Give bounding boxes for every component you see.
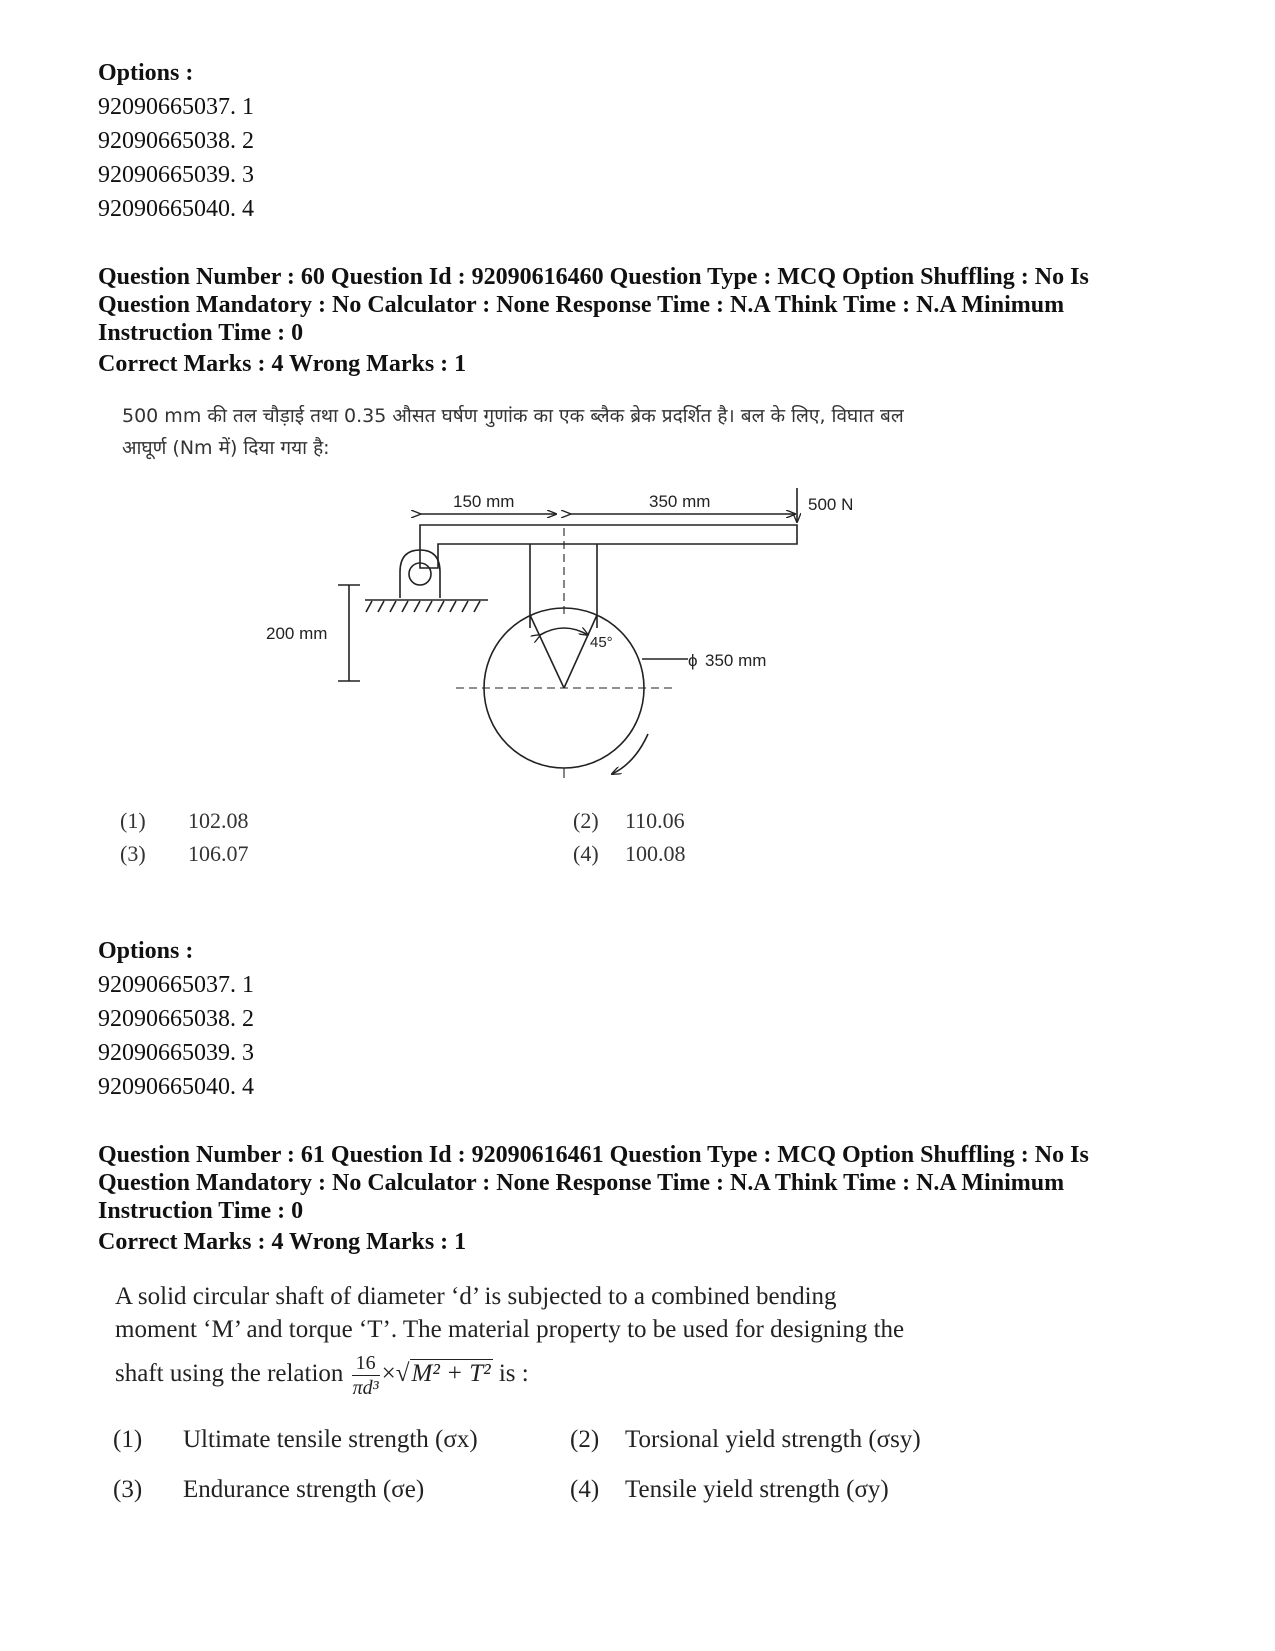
answer-choice-4 (570, 1476, 889, 1504)
option-line: 92090665037. 1 (98, 972, 254, 998)
answer-choice-1 (113, 1426, 478, 1454)
answer-value: Endurance strength (σe) (183, 1476, 425, 1503)
answer-number: (3) (120, 841, 146, 866)
question-60-text (122, 400, 1062, 464)
answer-value: 110.06 (625, 808, 685, 833)
option-line: 92090665038. 2 (98, 128, 254, 154)
answer-choice-2 (573, 808, 685, 834)
formula-fraction (352, 1351, 380, 1400)
answer-number: (2) (570, 1426, 600, 1453)
formula-sqrt: M² + T² (411, 1360, 491, 1387)
answer-choice-1 (120, 808, 249, 834)
diameter-symbol: ϕ (688, 651, 698, 670)
formula-denominator: πd³ (352, 1376, 379, 1399)
answer-number: (1) (113, 1426, 143, 1453)
answer-choice-2 (570, 1426, 921, 1454)
answer-value: Torsional yield strength (σsy) (625, 1426, 921, 1453)
options-title: Options : (98, 60, 194, 86)
options-block-1 (98, 56, 254, 226)
question-60-meta (98, 263, 1188, 347)
answer-value: 102.08 (188, 808, 249, 833)
rotation-arrow (612, 734, 648, 774)
ground-hatch (366, 601, 480, 612)
meta-line: Instruction Time : 0 (98, 320, 304, 346)
answer-value: Ultimate tensile strength (σx) (183, 1426, 478, 1453)
answer-value: Tensile yield strength (σy) (625, 1476, 889, 1503)
question-text-line: moment ‘M’ and torque ‘T’. The material property to be used for designing the (115, 1316, 905, 1343)
question-text-line: आघूर्ण (Nm में) दिया गया है: (122, 437, 330, 459)
meta-line: Question Number : 61 Question Id : 92090616461 Question Type : MCQ Option Shuffling : No Is (98, 1142, 1089, 1168)
dimension-label-150: 150 mm (453, 492, 515, 511)
height-label: 200 mm (266, 624, 328, 643)
dimension-label-350: 350 mm (649, 492, 711, 511)
lever-arm (420, 525, 797, 568)
option-line: 92090665040. 4 (98, 1074, 254, 1100)
force-label: 500 N (808, 495, 854, 514)
option-line: 92090665039. 3 (98, 162, 254, 188)
block-brake-figure (260, 488, 860, 788)
question-61-meta (98, 1141, 1188, 1225)
meta-line: Question Number : 60 Question Id : 92090616460 Question Type : MCQ Option Shuffling : No Is (98, 264, 1089, 290)
question-text-line: 500 mm की तल चौड़ाई तथा 0.35 औसत घर्षण गुणांक का एक ब्लैक ब्रेक प्रदर्शित है। बल के लिए, विघात बल (122, 405, 904, 427)
question-60-marks: Correct Marks : 4 Wrong Marks : 1 (98, 351, 467, 377)
answer-choice-3 (120, 841, 249, 867)
formula-times: × (381, 1360, 396, 1387)
question-text-line: A solid circular shaft of diameter ‘d’ is subjected to a combined bending (115, 1283, 837, 1310)
diameter-label: 350 mm (705, 651, 767, 670)
answer-number: (4) (570, 1476, 600, 1503)
meta-line: Instruction Time : 0 (98, 1198, 304, 1224)
options-block-2 (98, 934, 254, 1104)
options-title: Options : (98, 938, 194, 964)
option-line: 92090665037. 1 (98, 94, 254, 120)
option-line: 92090665038. 2 (98, 1006, 254, 1032)
meta-line: Question Mandatory : No Calculator : None Response Time : N.A Think Time : N.A Minimum (98, 1170, 1065, 1196)
answer-value: 100.08 (625, 841, 686, 866)
option-line: 92090665039. 3 (98, 1040, 254, 1066)
question-61-formula-line: shaft using the relation $\frac{16}{\text{πd³}}$ ×√M² + T² is : (115, 1351, 529, 1399)
formula-numerator: 16 (352, 1351, 380, 1376)
question-text-suffix: is : (498, 1360, 529, 1387)
question-text-prefix: shaft using the relation (115, 1360, 344, 1387)
option-line: 92090665040. 4 (98, 196, 254, 222)
question-61-text (115, 1280, 1055, 1346)
answer-choice-4 (573, 841, 686, 867)
answer-number: (2) (573, 808, 599, 833)
answer-choice-3 (113, 1476, 424, 1504)
question-61-marks: Correct Marks : 4 Wrong Marks : 1 (98, 1229, 467, 1255)
meta-line: Question Mandatory : No Calculator : None Response Time : N.A Think Time : N.A Minimum (98, 292, 1065, 318)
answer-number: (1) (120, 808, 146, 833)
answer-number: (3) (113, 1476, 143, 1503)
answer-number: (4) (573, 841, 599, 866)
answer-value: 106.07 (188, 841, 249, 866)
angle-label: 45° (590, 634, 613, 651)
